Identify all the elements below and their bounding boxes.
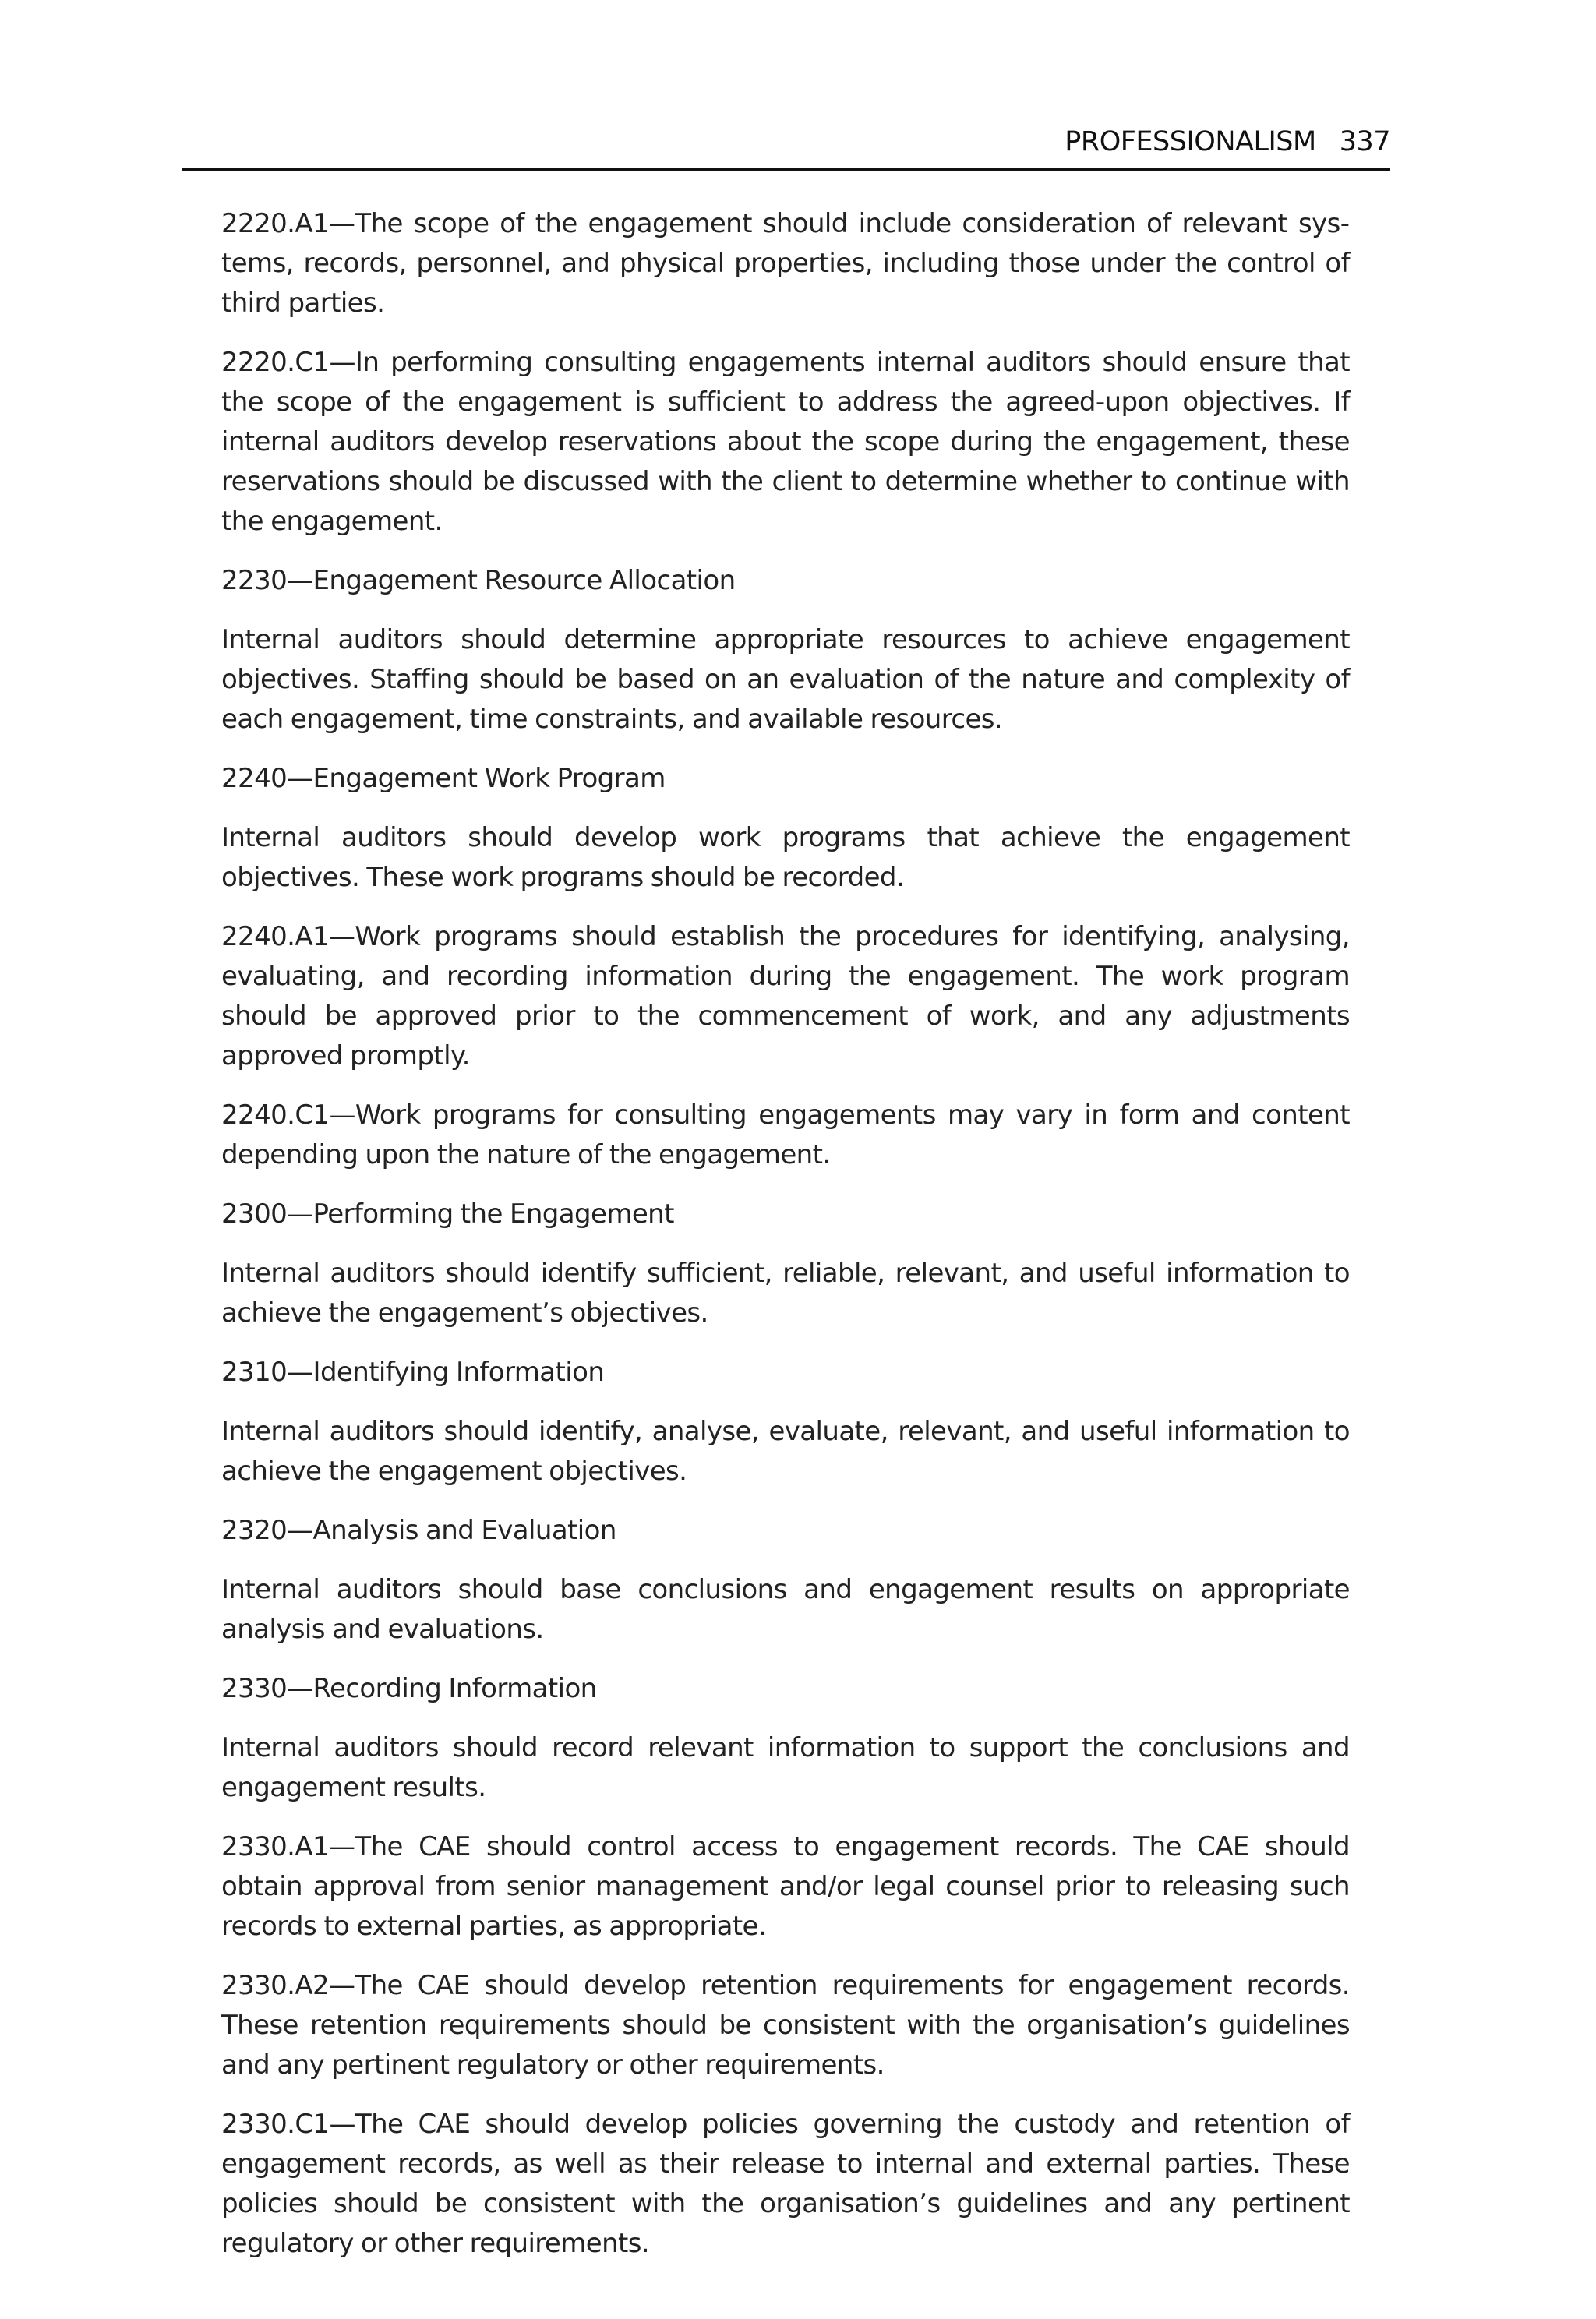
heading-2320: 2320—Analysis and Evaluation [221, 1515, 616, 1546]
header-rule [182, 168, 1390, 171]
standard-2330-a2: 2330.A2—The CAE should develop retention requirements for engagement records. These retention requirements should be consistent with the organisation’s guidelines and any pertinent regulatory or other requirements. [221, 1970, 1350, 2081]
heading-2310: 2310—Identifying Information [221, 1357, 605, 1388]
body-text [221, 204, 1350, 2283]
standard-2240-c1: 2240.C1—Work programs for consulting engagements may vary in form and content depending upon the nature of the engagement. [221, 1099, 1350, 1170]
standard-2240-a1: 2240.A1—Work programs should establish the procedures for identifying, analysing, evaluating, and recording information during the engagement. The work program should be approved prior to the commencement of work, and any adjustments approved promptly. [221, 921, 1350, 1071]
standard-2220-a1: 2220.A1—The scope of the engagement should include consideration of relevant systems, records, personnel, and physical properties, including those under the control of third parties. [221, 208, 1350, 319]
standard-2320-text: Internal auditors should base conclusions and engagement results on appropriate analysis and evaluations. [221, 1574, 1350, 1645]
running-title: PROFESSIONALISM [1065, 126, 1316, 157]
heading-2330: 2330—Recording Information [221, 1673, 597, 1704]
heading-2230: 2230—Engagement Resource Allocation [221, 565, 736, 596]
standard-2330-a1: 2330.A1—The CAE should control access to engagement records. The CAE should obtain approval from senior management and/or legal counsel prior to releasing such records to external parties, as appropriate. [221, 1831, 1350, 1942]
standard-2240-text: Internal auditors should develop work programs that achieve the engagement objectives. These work programs should be recorded. [221, 822, 1350, 893]
heading-2240: 2240—Engagement Work Program [221, 763, 666, 794]
standard-2220-c1: 2220.C1—In performing consulting engagements internal auditors should ensure that the scope of the engagement is sufficient to address the agreed-upon objectives. If internal auditors develop reservations about the scope during the engagement, these reservations should be discussed with the client to determine whether to continue with the engagement. [221, 347, 1350, 537]
heading-2300: 2300—Performing the Engagement [221, 1198, 674, 1230]
standard-2300-text: Internal auditors should identify sufficient, reliable, relevant, and useful information to achieve the engagement’s objectives. [221, 1258, 1350, 1329]
standard-2330-text: Internal auditors should record relevant information to support the conclusions and engagement results. [221, 1732, 1350, 1803]
running-head [182, 118, 1390, 165]
standard-2230-text: Internal auditors should determine appropriate resources to achieve engagement objectives. Staffing should be based on an evaluation of the nature and complexity of each engagement, time constraints, and available resources. [221, 624, 1350, 735]
standard-2330-c1: 2330.C1—The CAE should develop policies governing the custody and retention of engagement records, as well as their release to internal and external parties. These policies should be consistent with the organisation’s guidelines and any pertinent regulatory or other requirements. [221, 2109, 1350, 2259]
standard-2310-text: Internal auditors should identify, analyse, evaluate, relevant, and useful information to achieve the engagement objectives. [221, 1416, 1350, 1487]
page-number: 337 [1339, 126, 1390, 157]
